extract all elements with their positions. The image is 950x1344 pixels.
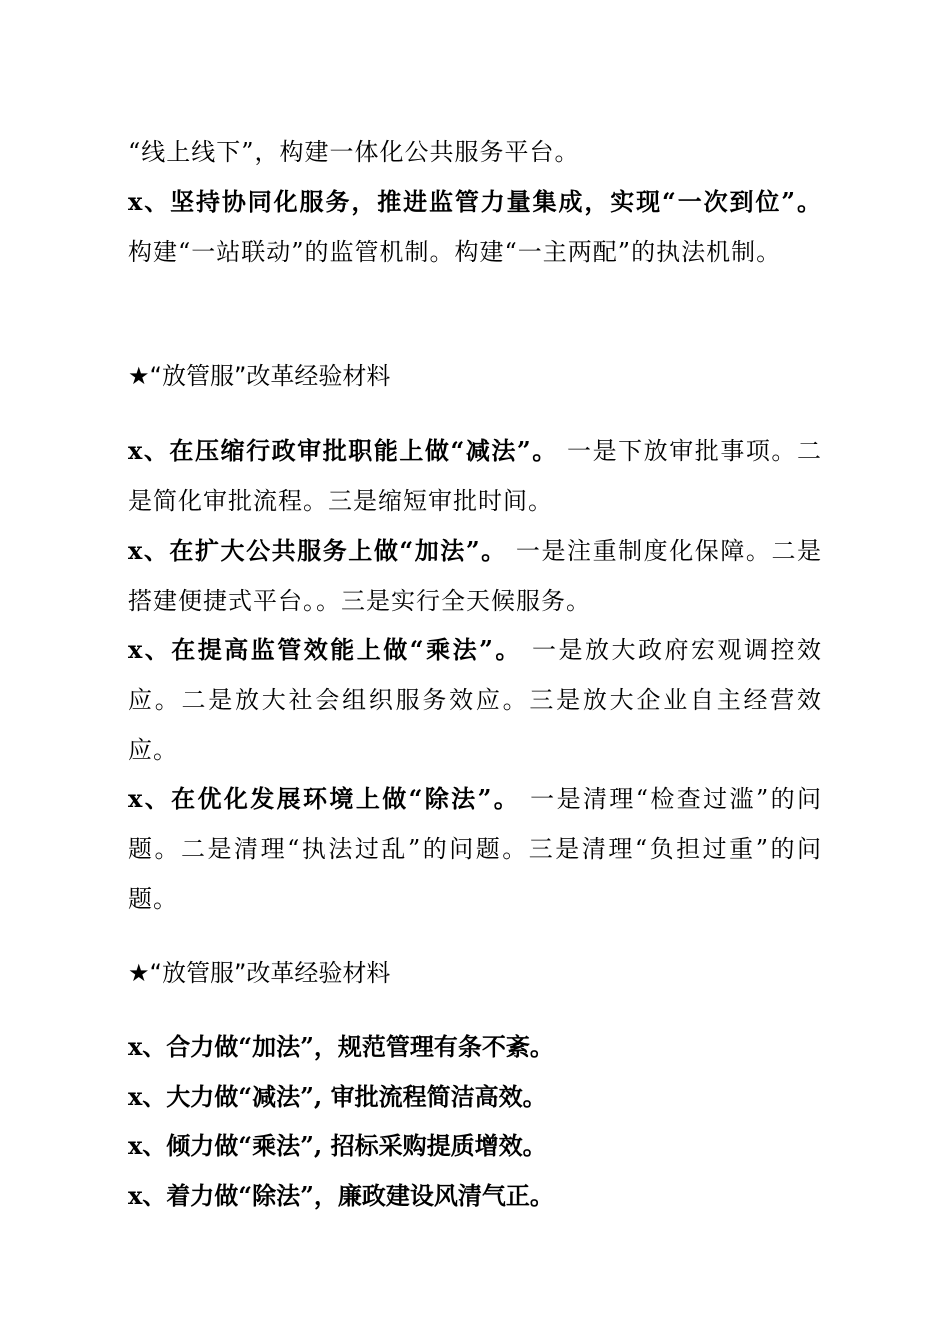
paragraph-text: “线上线下”，构建一体化公共服务平台。: [128, 138, 580, 166]
paragraph-bold-lead: x、在提高监管效能上做“乘法”。: [128, 635, 522, 664]
paragraph-bold-lead: x、坚持协同化服务，推进监管力量集成，实现“一次到位”。: [128, 187, 822, 216]
list-item: x、着力做“除法”，廉政建设风清气正。: [128, 1181, 554, 1210]
list-item: x、倾力做“乘法”, 招标采购提质增效。: [128, 1131, 547, 1160]
paragraph-bold-lead: x、在扩大公共服务上做“加法”。: [128, 536, 507, 565]
paragraph-text: 一是下放审批事项。二是简化审批流程。三是缩短审批时间。: [128, 437, 822, 515]
paragraph-continuation: [128, 127, 822, 177]
section-heading: ★“放管服”改革经验材料: [128, 959, 391, 987]
paragraph-subtraction: [128, 426, 822, 526]
paragraph-text: 一是放大政府宏观调控效应。二是放大社会组织服务效应。三是放大企业自主经营效应。: [128, 636, 822, 764]
list-item: x、合力做“加法”，规范管理有条不紊。: [128, 1032, 554, 1061]
paragraph-multiplication: [128, 625, 822, 775]
section-heading: ★“放管服”改革经验材料: [128, 362, 391, 390]
paragraph-text: 一是清理“检查过滥”的问题。二是清理“执法过乱”的问题。三是清理“负担过重”的问题。: [128, 785, 822, 913]
paragraph-bold-lead: x、在压缩行政审批职能上做“减法”。: [128, 436, 558, 465]
paragraph-bold-lead: x、在优化发展环境上做“除法”。: [128, 784, 521, 813]
paragraph-text: 一是注重制度化保障。二是搭建便捷式平台。。三是实行全天候服务。: [128, 537, 822, 615]
list-item: x、大力做“减法”, 审批流程简洁高效。: [128, 1082, 547, 1111]
paragraph-coordination: [128, 177, 822, 277]
paragraph-text: 构建“一站联动”的监管机制。构建“一主两配”的执法机制。: [128, 238, 782, 266]
paragraph-division: [128, 774, 822, 924]
paragraph-addition: [128, 526, 822, 626]
